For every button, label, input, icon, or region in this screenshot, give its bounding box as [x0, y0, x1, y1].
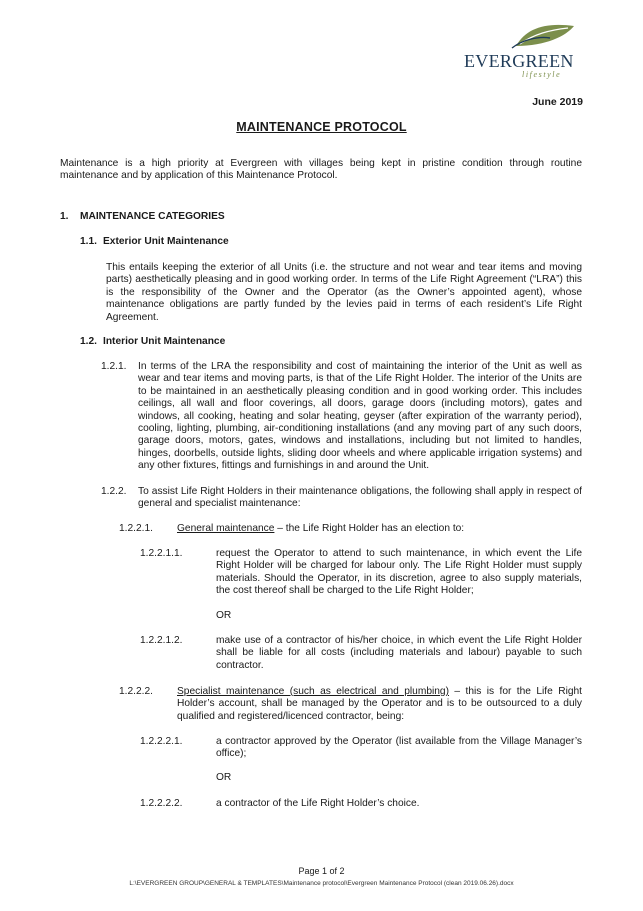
section-1-1-number: 1.1.	[80, 236, 97, 247]
general-maintenance-heading: General maintenance	[177, 523, 275, 534]
section-1-2-2-1-1-text: request the Operator to attend to such maintenance, in which event the Life Right Holder will be charged for labour only. The Life Right Holder must supply materials. Should the Operator, in its discretion, agree to also supply materials, the cost thereof shall be charged to the Life Right Holder;	[216, 548, 582, 597]
leaf-icon	[510, 20, 582, 50]
document-title: MAINTENANCE PROTOCOL	[236, 120, 407, 134]
section-1-2-1-text: In terms of the LRA the responsibility and cost of maintaining the interior of the Unit as well as wear and tear items and moving parts, is that of the Life Right Holder. The interior of the Units are to be maintained in an aesthetically pleasing condition and in good working order. This includes ceilings, all wall and floor coverings, all doors, garage doors (including motors), gates and windows, all cooking, heating and solar heating, geyser (after expiration of the warranty period), cooling, lighting, plumbing, air-conditioning installations (and any moving part of any such doors, garage doors, motors, gates, windows and installations, including but not limited to handles, hinges, doorbells, outside lights, sliding door wheels and where applicable irrigation systems) and any other fixtures, fittings and furnishings in and around the Unit.	[138, 361, 582, 472]
section-1-2-2-text: To assist Life Right Holders in their maintenance obligations, the following shall apply in respect of general and specialist maintenance:	[138, 486, 582, 510]
section-1-2-2-2-2-number: 1.2.2.2.2.	[140, 798, 183, 809]
logo-tagline: lifestyle	[522, 70, 562, 79]
section-1-2-1-number: 1.2.1.	[101, 361, 127, 372]
section-1-1-text: This entails keeping the exterior of all Units (i.e. the structure and not wear and tear items and moving parts) aesthetically pleasing and in good working order. In terms of the Life Right Agreement (“LRA”) this is the responsibility of the Owner and the Operator (as the Owner’s appointed agent), whose maintenance obligations are partly funded by the levies paid in terms of each resident’s Life Right Agreement.	[106, 262, 582, 323]
intro-paragraph: Maintenance is a high priority at Evergreen with villages being kept in pristine condition through routine maintenance and by application of this Maintenance Protocol.	[60, 158, 582, 182]
section-1-2-heading: Interior Unit Maintenance	[103, 336, 226, 347]
section-1-2-2-1-2-number: 1.2.2.1.2.	[140, 635, 183, 646]
section-1-2-2-2-text	[177, 686, 582, 723]
section-1-2-2-2-number: 1.2.2.2.	[119, 686, 153, 697]
specialist-maintenance-rest: – this is for the Life Right Holder’s account, shall be managed by the Operator and is to be outsourced to a duly qualified and registered/licenced contractor, being:	[177, 686, 582, 722]
or-separator-1: OR	[216, 610, 232, 621]
section-1-number: 1.	[60, 211, 69, 222]
section-1-1-heading: Exterior Unit Maintenance	[103, 236, 229, 247]
section-1-heading: MAINTENANCE CATEGORIES	[80, 211, 225, 222]
section-1-2-2-2-2-text: a contractor of the Life Right Holder’s choice.	[216, 798, 420, 809]
evergreen-logo	[462, 20, 584, 82]
specialist-maintenance-heading: Specialist maintenance (such as electrical and plumbing)	[177, 686, 449, 697]
section-1-2-2-number: 1.2.2.	[101, 486, 127, 497]
section-1-2-2-2-1-text: a contractor approved by the Operator (list available from the Village Manager’s office);	[216, 736, 582, 760]
section-1-2-number: 1.2.	[80, 336, 97, 347]
general-maintenance-rest: – the Life Right Holder has an election to:	[274, 523, 465, 534]
or-separator-2: OR	[216, 772, 232, 783]
document-date: June 2019	[532, 96, 583, 108]
file-path: L:\EVERGREEN GROUP\GENERAL & TEMPLATES\Maintenance protocol\Evergreen Maintenance Protocol (clean 2019.06.26).docx	[129, 880, 514, 887]
logo-wordmark: EVERGREEN	[464, 51, 574, 71]
section-1-2-2-2-1-number: 1.2.2.2.1.	[140, 736, 183, 747]
section-1-2-2-1-1-number: 1.2.2.1.1.	[140, 548, 183, 559]
page-number: Page 1 of 2	[298, 866, 345, 876]
section-1-2-2-1-2-text: make use of a contractor of his/her choice, in which event the Life Right Holder shall be liable for all costs (including materials and labour) payable to such contractor.	[216, 635, 582, 671]
section-1-2-2-1-number: 1.2.2.1.	[119, 523, 153, 534]
section-1-2-2-1-text	[177, 523, 582, 535]
